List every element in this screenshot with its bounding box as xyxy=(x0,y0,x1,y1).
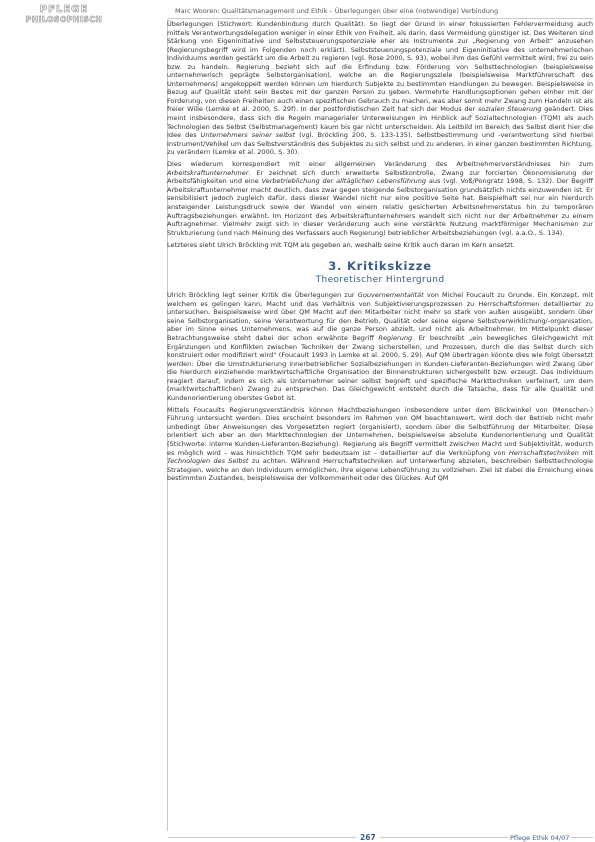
section-subtitle: Theoretischer Hintergrund xyxy=(315,275,445,286)
text-run: aus (vgl. Voß/Pongratz 1998, S. 132). Der Begriff Arbeitskraftunternehmer macht deutlich, dass zwar gegen steigende Selbstorganisation grundsätzlich nichts einzuwenden ist. Er sensibilisiert jedoch zugleich dafür, dass dieser Wandel nicht nur eine positive Seite hat. Beispielhaft sei nur ein hierdurch ansteigender Leistungsdruck sowie der Wandel von einem relativ gesicherten Arbeitsnehmerstatus hin zu temporären Auftragsbeziehungen erwähnt. Im Horizont des Arbeitskraftunternehmers wandelt sich nicht nur der Arbeitnehmer zu einem Auftragnehmer. Vielmehr zeigt sich in dieser Veränderung auch eine verstärkte Nutzung marktförmiger Mechanismen zur Strukturierung (und nach Meinung des Verfassers auch Regierung) betrieblicher Arbeitsbeziehungen (vgl. a.a.O., S. 134). xyxy=(167,177,593,237)
page-number: 267 xyxy=(356,833,380,842)
text-run: Ulrich Bröckling legt seiner Kritik die Überlegungen zur xyxy=(167,291,358,300)
text-run: von Michel Foucault zu Grunde. Ein Konzept, mit welchem es gelingen kann, Macht und das Verhältnis von Subjektivierungsprozessen zu Herrschaftsformen detaillierter zu untersuchen. Beispielsweise wird über QM Macht auf den Mitarbeiter nicht mehr so stark von außen ausgeübt, sondern über seine Selbstorganisation, seine Verantwortung für den Betrieb, Qualität oder seine eigene Selbstverwirklichung/-organisation, aber im Sinne eines Unternehmens, was auf die ganze Person abzielt, und nicht als Arbeitnehmer. Im Mittelpunkt dieser Betrachtungsweise steht dabei der schon erwähnte Begriff xyxy=(167,291,594,342)
emphasis-text: Gouvernementalität xyxy=(357,291,424,300)
text-run: zu achten. Während Herrschaftstechniken auf Unterwerfung abzielen, beschreiben Selbsttechnologie Strategien, welche an den Individuum ermöglichen, ihre eigene Lebensführung zu vollziehen. Ziel ist dabei die Erreichung eines bestimmten Zustandes, beispielsweise der Vollkommenheit oder des Glückes. Auf QM xyxy=(167,457,593,483)
emphasis-text: Unternehmers seiner selbst xyxy=(200,131,296,140)
paragraph xyxy=(167,241,593,250)
logo-line-1: PFLEGE xyxy=(39,4,89,15)
text-run: Überlegungen (Stichwort: Kundenbindung durch Qualität). So liegt der Grund in einer fokussierten Fehlervermeidung auch mittels Verantwortungsdelegation weniger in einer Ethik von Freiheit, als darin, dass Vermeidung günstiger ist. Des Weiteren sind Stärkung von Eigeninitiative und Selbststeuerungspotenziale eher als Instrumente zur „Regierung von Arbeit“ anzusehen (Regierungsbegriff wird im Folgenden noch erklärt). Selbststeuerungspotenziale und Eigeninitiative des unternehmerischen Individuums werden gestärkt um die Arbeit zu regieren (vgl. Rose 2000, S. 93), wobei ihm das Gefühl vermittelt wird, frei zu sein bzw. zu handeln. Regierung bezieht sich auf die Erfindung bzw. Förderung von Selbsttechnologien (beispielsweise unternehmerisch geprägte Selbstorganisation), welche an die Regierungsziele (beispielsweise Marktführerschaft des Unternehmens) angekoppelt werden können um hierdurch Subjekte zu bestimmten Handlungen zu bewegen. Beispielsweise in Bezug auf Qualität steht sein Bestes mit der ganzen Person zu geben. Vermehrte Handlungsoptionen gehen einher mit der Forderung, von diesen Freiheiten auch einen spezifischen Gebrauch zu machen, was aber somit mehr Zwang zum Handeln ist als freier Wille (Lemke et al. 2000, S. 29f). In der postfordistischen Zeit hat sich der Modus der xyxy=(167,20,593,114)
section-title: 3. Kritikskizze xyxy=(328,259,432,274)
emphasis-text: Technologien des Selbst xyxy=(167,457,249,466)
text-run: Letzteres sieht Ulrich Bröckling mit TQM als gegeben an, weshalb seine Kritik auch daran im Kern ansetzt. xyxy=(167,240,515,249)
emphasis-text: Verbetrieblichung der alltäglichen Lebensführung xyxy=(261,177,427,186)
text-run: (vgl. Bröckling 200, S. 133-135). Selbstbestimmung und -verantwortung sind hierbei Instrument/Vehikel um das Selbstverständnis des Subjektes zu sich selbst und zu anderen, in einer ganzen bestimmten Richtung, zu verändern (Lemke et al. 2000, S. 30). xyxy=(167,131,593,157)
journal-name: Pflege Ethik 04/07 xyxy=(510,834,570,842)
text-run: mit xyxy=(578,448,593,457)
text-run: Mittels Foucaults Regierungsverständnis können Machtbeziehungen insbesondere unter dem Blickwinkel von (Menschen-) Führung untersucht werden. Dies erscheint besonders im Rahmen von QM beachtenswert, wird doch der Betrieb nicht mehr unbedingt über Anweisungen des Vorgesetzten regiert (organisiert), sondern über die Selbstführung der Mitarbeiter. Diese orientiert sich aber an den Markttechnologien der Unternehmen, beispielsweise absolute Kundenorientierung und Qualität (Stichworte: interne Kunden-Lieferanten-Beziehung). Regierung als Begriff vermittelt zwischen Macht und Subjektivität, wodurch es möglich wird – was hinsichtlich TQM sehr bedeutsam ist – detaillierter auf die Verknüpfung von xyxy=(167,405,593,457)
text-column xyxy=(167,20,593,486)
logo-line-2: PHILOSOPHISCH xyxy=(25,15,103,24)
running-head: Marc Wooren: Qualitätsmanagement und Ethik – Überlegungen über eine (notwendige) Verbindung xyxy=(175,7,499,15)
text-run: . Er zeichnet sich durch erweiterte Selbstkontrolle, Zwang zur forcierten Ökonomisierung der Arbeitsfähigkeiten und eine xyxy=(167,168,593,186)
journal-logo xyxy=(17,4,111,27)
text-run: Dies wiederum korrespondiert mit einer allgemeinen Veränderung des Arbeitnehmerverständnisses hin zum xyxy=(167,160,593,169)
paragraph xyxy=(167,291,593,402)
header-rule xyxy=(168,18,593,19)
paragraph xyxy=(167,20,593,157)
text-run: geändert. Dies meint insbesondere, dass sich die Regeln managerialer Unterweisungen im Hinblick auf Sozialtechnologien (TQM) als auch Technologien des Selbst (Selbstmanagement) kaum bis gar nicht unterscheiden. Als Leitbild im Bereich des Selbst dient hier die Idee des xyxy=(167,105,593,140)
paragraph xyxy=(167,160,593,237)
emphasis-text: Regierung xyxy=(378,333,413,342)
text-run: . Er beschreibt „ein bewegliches Gleichgewicht mit Ergänzungen und Konflikten zwischen Techniken der Zwang sicherstellen, und Prozessen, durch die das Selbst durch sich konstruiert oder modifiziert wird“ (Foucault 1993 in Lemke et al. 2000, S. 29). Auf QM übertragen könnte dies wie folgt übersetzt werden: Über die Umstrukturierung innerbetrieblicher Sozialbeziehungen in Kunden-Lieferanten-Beziehungen wird Zwang über die hierdurch einziehende marktwirtschaftliche Organisation der Binnenstrukturen sichergestellt bzw. erzeugt. Das Individuum reagiert darauf, indem es sich als Unternehmer seiner selbst begreift und spezifische Markttechniken verfeinert, um dem (marktwirtschaftlichen) Zwang zu entsprechen. Das Gleichgewicht entsteht durch die Tatsache, dass für alle Qualität und Kundenorientierung oberstes Gebot ist. xyxy=(167,333,593,402)
emphasis-text: Herrschaftstechniken xyxy=(508,448,579,457)
emphasis-text: sozialen Steuerung xyxy=(477,105,542,114)
emphasis-text: Arbeitskraftunternehmer xyxy=(167,168,249,177)
paragraph xyxy=(167,406,593,483)
